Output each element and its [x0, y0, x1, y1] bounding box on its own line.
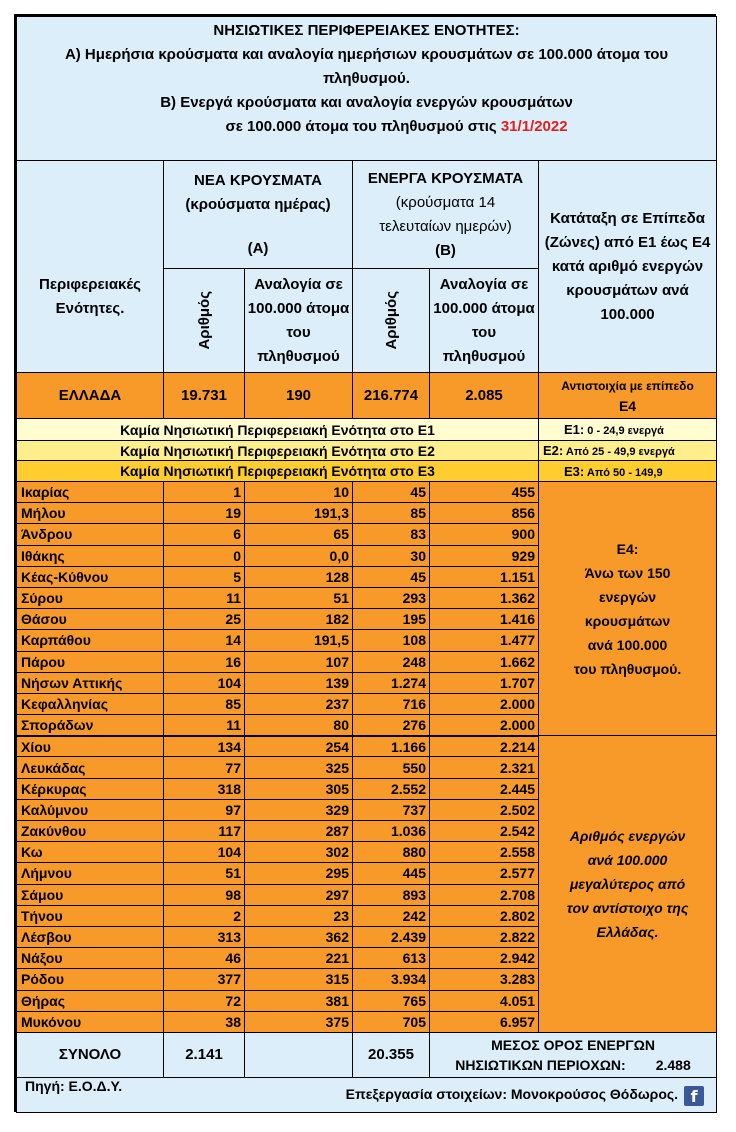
- new-cases: 14: [164, 630, 245, 651]
- greece-zone-note: Αντιστοιχία με επίπεδο: [561, 378, 694, 393]
- region-name: Κω: [17, 842, 164, 863]
- new-cases: 77: [164, 757, 245, 778]
- active-ratio: 455: [430, 482, 539, 503]
- active-ratio: 2.577: [430, 863, 539, 884]
- new-cases: 98: [164, 884, 245, 905]
- new-cases: 5: [164, 566, 245, 587]
- active-cases: 108: [353, 630, 430, 651]
- active-cases: 248: [353, 651, 430, 672]
- new-ratio: 362: [245, 926, 353, 947]
- active-ratio: 929: [430, 545, 539, 566]
- active-ratio: 1.151: [430, 566, 539, 587]
- new-ratio: 0,0: [245, 545, 353, 566]
- new-cases: 2: [164, 905, 245, 926]
- new-cases: 134: [164, 736, 245, 757]
- new-ratio-header: [245, 269, 353, 373]
- title-line-4: Β) Ενεργά κρούσματα και αναλογία ενεργών κρουσμάτων: [160, 94, 573, 111]
- credit: [346, 1078, 716, 1111]
- active-ratio: 2.942: [430, 948, 539, 969]
- new-ratio: 295: [245, 863, 353, 884]
- new-cases-tag: (Α): [247, 239, 269, 257]
- active-cases-title: ΕΝΕΡΓΑ ΚΡΟΥΣΜΑΤΑ: [367, 169, 524, 187]
- new-cases: 38: [164, 1011, 245, 1032]
- region-header-label: Περιφερειακές Ενότητες.: [39, 275, 141, 317]
- greece-active: 216.774: [353, 373, 430, 419]
- new-cases: 6: [164, 524, 245, 545]
- zone-e3-range: [539, 461, 717, 482]
- credit-text: Επεξεργασία στοιχείων: Μονοκρούσος Θόδωρος.: [345, 1086, 679, 1103]
- above-note-line5: Ελλάδας.: [596, 924, 659, 941]
- new-cases-subtitle: (κρούσματα ημέρας): [185, 195, 331, 213]
- region-name: Άνδρου: [17, 524, 164, 545]
- report-date: 31/1/2022: [500, 118, 568, 135]
- above-note-line1: Αριθμός ενεργών: [569, 828, 686, 845]
- region-name: Πάρου: [17, 651, 164, 672]
- zone-e1-label: Καμία Νησιωτική Περιφερειακή Ενότητα στο Ε1: [17, 419, 539, 441]
- new-cases: 19: [164, 503, 245, 524]
- new-cases: 0: [164, 545, 245, 566]
- total-row: [17, 1032, 717, 1077]
- active-cases: 893: [353, 884, 430, 905]
- active-cases: 45: [353, 566, 430, 587]
- new-ratio: 10: [245, 482, 353, 503]
- new-ratio: 80: [245, 715, 353, 736]
- active-cases: 716: [353, 693, 430, 714]
- zone-e2-range: [539, 441, 717, 461]
- active-cases: 195: [353, 609, 430, 630]
- new-cases: 313: [164, 926, 245, 947]
- e4-note-line3: ενεργών: [598, 588, 657, 605]
- new-cases: 16: [164, 651, 245, 672]
- region-name: Καλύμνου: [17, 799, 164, 820]
- region-name: Μυκόνου: [17, 1011, 164, 1032]
- active-cases: 242: [353, 905, 430, 926]
- active-cases: 613: [353, 948, 430, 969]
- new-ratio: 128: [245, 566, 353, 587]
- e4-note: [539, 482, 717, 736]
- title-line-1: ΝΗΣΙΩΤΙΚΕΣ ΠΕΡΙΦΕΡΕΙΑΚΕΣ ΕΝΟΤΗΤΕΣ:: [213, 22, 520, 39]
- active-ratio-header: [430, 269, 539, 373]
- footer: [17, 1077, 717, 1112]
- active-ratio: 2.542: [430, 821, 539, 842]
- zone-row-e1: [17, 419, 717, 441]
- active-ratio-label: Αναλογία σε 100.000 άτομα του πληθυσμού: [433, 275, 535, 365]
- new-cases: 25: [164, 609, 245, 630]
- new-cases-title: ΝΕΑ ΚΡΟΥΣΜΑΤΑ: [194, 171, 322, 189]
- e4-note-line1: Ε4:: [616, 540, 639, 557]
- zone-e1-range-text: 0 - 24,9 ενεργά: [587, 425, 664, 437]
- new-ratio: 315: [245, 969, 353, 990]
- table-row: [17, 482, 717, 503]
- zone-e1-code: Ε1:: [564, 422, 585, 437]
- zone-e3-code: Ε3:: [564, 463, 585, 479]
- new-cases: 11: [164, 715, 245, 736]
- active-ratio: 2.558: [430, 842, 539, 863]
- new-cases: 104: [164, 842, 245, 863]
- new-ratio: 287: [245, 821, 353, 842]
- region-name: Λήμνου: [17, 863, 164, 884]
- new-ratio: 375: [245, 1011, 353, 1032]
- region-name: Ικαρίας: [17, 482, 164, 503]
- active-count-label: Αριθμός: [382, 291, 400, 350]
- new-cases: 51: [164, 863, 245, 884]
- table-row: [17, 736, 717, 757]
- region-column-header: [17, 161, 164, 373]
- active-ratio: 900: [430, 524, 539, 545]
- title-date-prefix: σε 100.000 άτομα του πληθυσμού στις: [225, 118, 497, 135]
- region-name: Ιθάκης: [17, 545, 164, 566]
- new-cases: 85: [164, 693, 245, 714]
- region-name: Σύρου: [17, 587, 164, 608]
- zone-e2-code: Ε2:: [543, 443, 564, 458]
- active-ratio: 1.477: [430, 630, 539, 651]
- region-name: Νάξου: [17, 948, 164, 969]
- zone-e2-label: Καμία Νησιωτική Περιφερειακή Ενότητα στο Ε2: [17, 441, 539, 461]
- new-cases: 72: [164, 990, 245, 1011]
- new-ratio: 51: [245, 587, 353, 608]
- active-cases: 3.934: [353, 969, 430, 990]
- new-ratio: 23: [245, 905, 353, 926]
- active-cases: 293: [353, 587, 430, 608]
- new-ratio: 254: [245, 736, 353, 757]
- region-name: Λέσβου: [17, 926, 164, 947]
- footer-row: [17, 1077, 717, 1112]
- active-ratio: 2.000: [430, 693, 539, 714]
- new-cases: 104: [164, 672, 245, 693]
- new-ratio: 139: [245, 672, 353, 693]
- region-name: Κέας-Κύθνου: [17, 566, 164, 587]
- average-title: ΜΕΣΟΣ ΟΡΟΣ ΕΝΕΡΓΩΝ: [491, 1036, 655, 1053]
- average-line: [430, 1055, 716, 1075]
- active-cases: 45: [353, 482, 430, 503]
- region-name: Σάμου: [17, 884, 164, 905]
- active-cases: 1.166: [353, 736, 430, 757]
- active-cases: 85: [353, 503, 430, 524]
- new-cases: 97: [164, 799, 245, 820]
- active-cases: 1.036: [353, 821, 430, 842]
- covid-island-table: [14, 14, 716, 1112]
- total-active: 20.355: [353, 1032, 430, 1077]
- region-name: Ρόδου: [17, 969, 164, 990]
- new-ratio: 305: [245, 778, 353, 799]
- active-ratio: 1.416: [430, 609, 539, 630]
- new-ratio: 381: [245, 990, 353, 1011]
- e4-note-line6: του πληθυσμού.: [573, 660, 682, 677]
- active-ratio: 2.321: [430, 757, 539, 778]
- above-note-line3: μεγαλύτερος από: [569, 876, 686, 893]
- active-cases: 1.274: [353, 672, 430, 693]
- active-cases: 83: [353, 524, 430, 545]
- average-active: [430, 1032, 717, 1077]
- region-name: Νήσων Αττικής: [17, 672, 164, 693]
- region-name: Κεφαλληνίας: [17, 693, 164, 714]
- active-cases-subtitle: (κρούσματα 14 τελευταίων ημερών): [379, 193, 512, 235]
- active-ratio: 2.445: [430, 778, 539, 799]
- active-cases: 550: [353, 757, 430, 778]
- active-ratio: 2.000: [430, 715, 539, 736]
- active-ratio: 2.708: [430, 884, 539, 905]
- active-cases: 445: [353, 863, 430, 884]
- region-name: Ζακύνθου: [17, 821, 164, 842]
- zone-e3-label: Καμία Νησιωτική Περιφερειακή Ενότητα στο Ε3: [17, 461, 539, 482]
- active-ratio: 2.502: [430, 799, 539, 820]
- active-ratio: 1.707: [430, 672, 539, 693]
- region-name: Θάσου: [17, 609, 164, 630]
- active-cases: 2.439: [353, 926, 430, 947]
- total-label: ΣΥΝΟΛΟ: [17, 1032, 164, 1077]
- active-cases: 2.552: [353, 778, 430, 799]
- active-cases: 880: [353, 842, 430, 863]
- active-cases: 30: [353, 545, 430, 566]
- e4-note-line2: Άνω των 150: [584, 564, 671, 581]
- active-cases: 765: [353, 990, 430, 1011]
- new-count-label: Αριθμός: [195, 291, 213, 350]
- new-ratio: 182: [245, 609, 353, 630]
- above-note-line2: ανά 100.000: [587, 852, 668, 869]
- active-cases: 705: [353, 1011, 430, 1032]
- active-ratio: 856: [430, 503, 539, 524]
- greece-zone: [539, 373, 717, 419]
- active-cases: 276: [353, 715, 430, 736]
- region-name: Χίου: [17, 736, 164, 757]
- page-title: [17, 17, 717, 161]
- new-cases: 1: [164, 482, 245, 503]
- new-ratio: 107: [245, 651, 353, 672]
- facebook-icon[interactable]: f: [684, 1086, 704, 1106]
- region-name: Θήρας: [17, 990, 164, 1011]
- greece-row: [17, 373, 717, 419]
- active-cases-tag: (Β): [435, 241, 456, 259]
- greece-active-ratio: 2.085: [430, 373, 539, 419]
- active-cases-header: [353, 161, 539, 269]
- greece-name: ΕΛΛΑΔΑ: [17, 373, 164, 419]
- zone-row-e2: [17, 441, 717, 461]
- active-ratio: 2.802: [430, 905, 539, 926]
- above-greece-note: [539, 736, 717, 1033]
- new-count-header: [164, 269, 245, 373]
- main-table: [16, 16, 717, 1113]
- new-cases: 46: [164, 948, 245, 969]
- new-ratio: 329: [245, 799, 353, 820]
- zone-header-label: Κατάταξη σε Επίπεδα (Ζώνες) από Ε1 έως Ε4 κατά αριθμό ενεργών κρουσμάτων ανά 100.000: [544, 209, 711, 323]
- new-ratio: 65: [245, 524, 353, 545]
- region-name: Λευκάδας: [17, 757, 164, 778]
- average-label: ΝΗΣΙΩΤΙΚΩΝ ΠΕΡΙΟΧΩΝ:: [455, 1056, 626, 1073]
- active-ratio: 2.822: [430, 926, 539, 947]
- active-ratio: 3.283: [430, 969, 539, 990]
- new-ratio: 237: [245, 693, 353, 714]
- region-name: Σποράδων: [17, 715, 164, 736]
- average-value: 2.488: [655, 1056, 691, 1073]
- new-ratio: 221: [245, 948, 353, 969]
- new-cases: 318: [164, 778, 245, 799]
- zone-row-e3: [17, 461, 717, 482]
- new-ratio-label: Αναλογία σε 100.000 άτομα του πληθυσμού: [247, 275, 350, 365]
- new-cases: 11: [164, 587, 245, 608]
- active-ratio: 4.051: [430, 990, 539, 1011]
- zone-e2-range-text: Από 25 - 49,9 ενεργά: [565, 446, 675, 458]
- greece-zone-value: Ε4: [618, 397, 637, 414]
- new-cases: 117: [164, 821, 245, 842]
- new-ratio: 325: [245, 757, 353, 778]
- zone-column-header: [539, 161, 717, 373]
- e4-note-line5: ανά 100.000: [587, 636, 668, 653]
- zone-e3-range-text: Από 50 - 149,9: [586, 466, 663, 479]
- title-line-5: [17, 115, 716, 139]
- e4-note-line4: κρουσμάτων: [584, 612, 671, 629]
- active-ratio: 1.662: [430, 651, 539, 672]
- active-ratio: 2.214: [430, 736, 539, 757]
- total-new-ratio-empty: [245, 1032, 353, 1077]
- zone-e1-range: [539, 419, 717, 441]
- greece-new: 19.731: [164, 373, 245, 419]
- above-note-line4: τον αντίστοιχο της: [566, 900, 689, 917]
- active-count-header: [353, 269, 430, 373]
- greece-new-ratio: 190: [245, 373, 353, 419]
- new-ratio: 297: [245, 884, 353, 905]
- active-ratio: 6.957: [430, 1011, 539, 1032]
- active-ratio: 1.362: [430, 587, 539, 608]
- region-name: Μήλου: [17, 503, 164, 524]
- title-line-2: Α) Ημερήσια κρούσματα και αναλογία ημερήσιων κρουσμάτων σε 100.000 άτομα του: [64, 46, 669, 63]
- region-name: Κέρκυρας: [17, 778, 164, 799]
- active-cases: 737: [353, 799, 430, 820]
- new-cases-header: [164, 161, 353, 269]
- region-name: Τήνου: [17, 905, 164, 926]
- new-ratio: 302: [245, 842, 353, 863]
- source-text: Πηγή: Ε.Ο.Δ.Υ.: [25, 1078, 123, 1095]
- new-cases: 377: [164, 969, 245, 990]
- new-ratio: 191,3: [245, 503, 353, 524]
- total-new: 2.141: [164, 1032, 245, 1077]
- title-line-3: πληθυσμού.: [323, 70, 410, 87]
- new-ratio: 191,5: [245, 630, 353, 651]
- region-name: Καρπάθου: [17, 630, 164, 651]
